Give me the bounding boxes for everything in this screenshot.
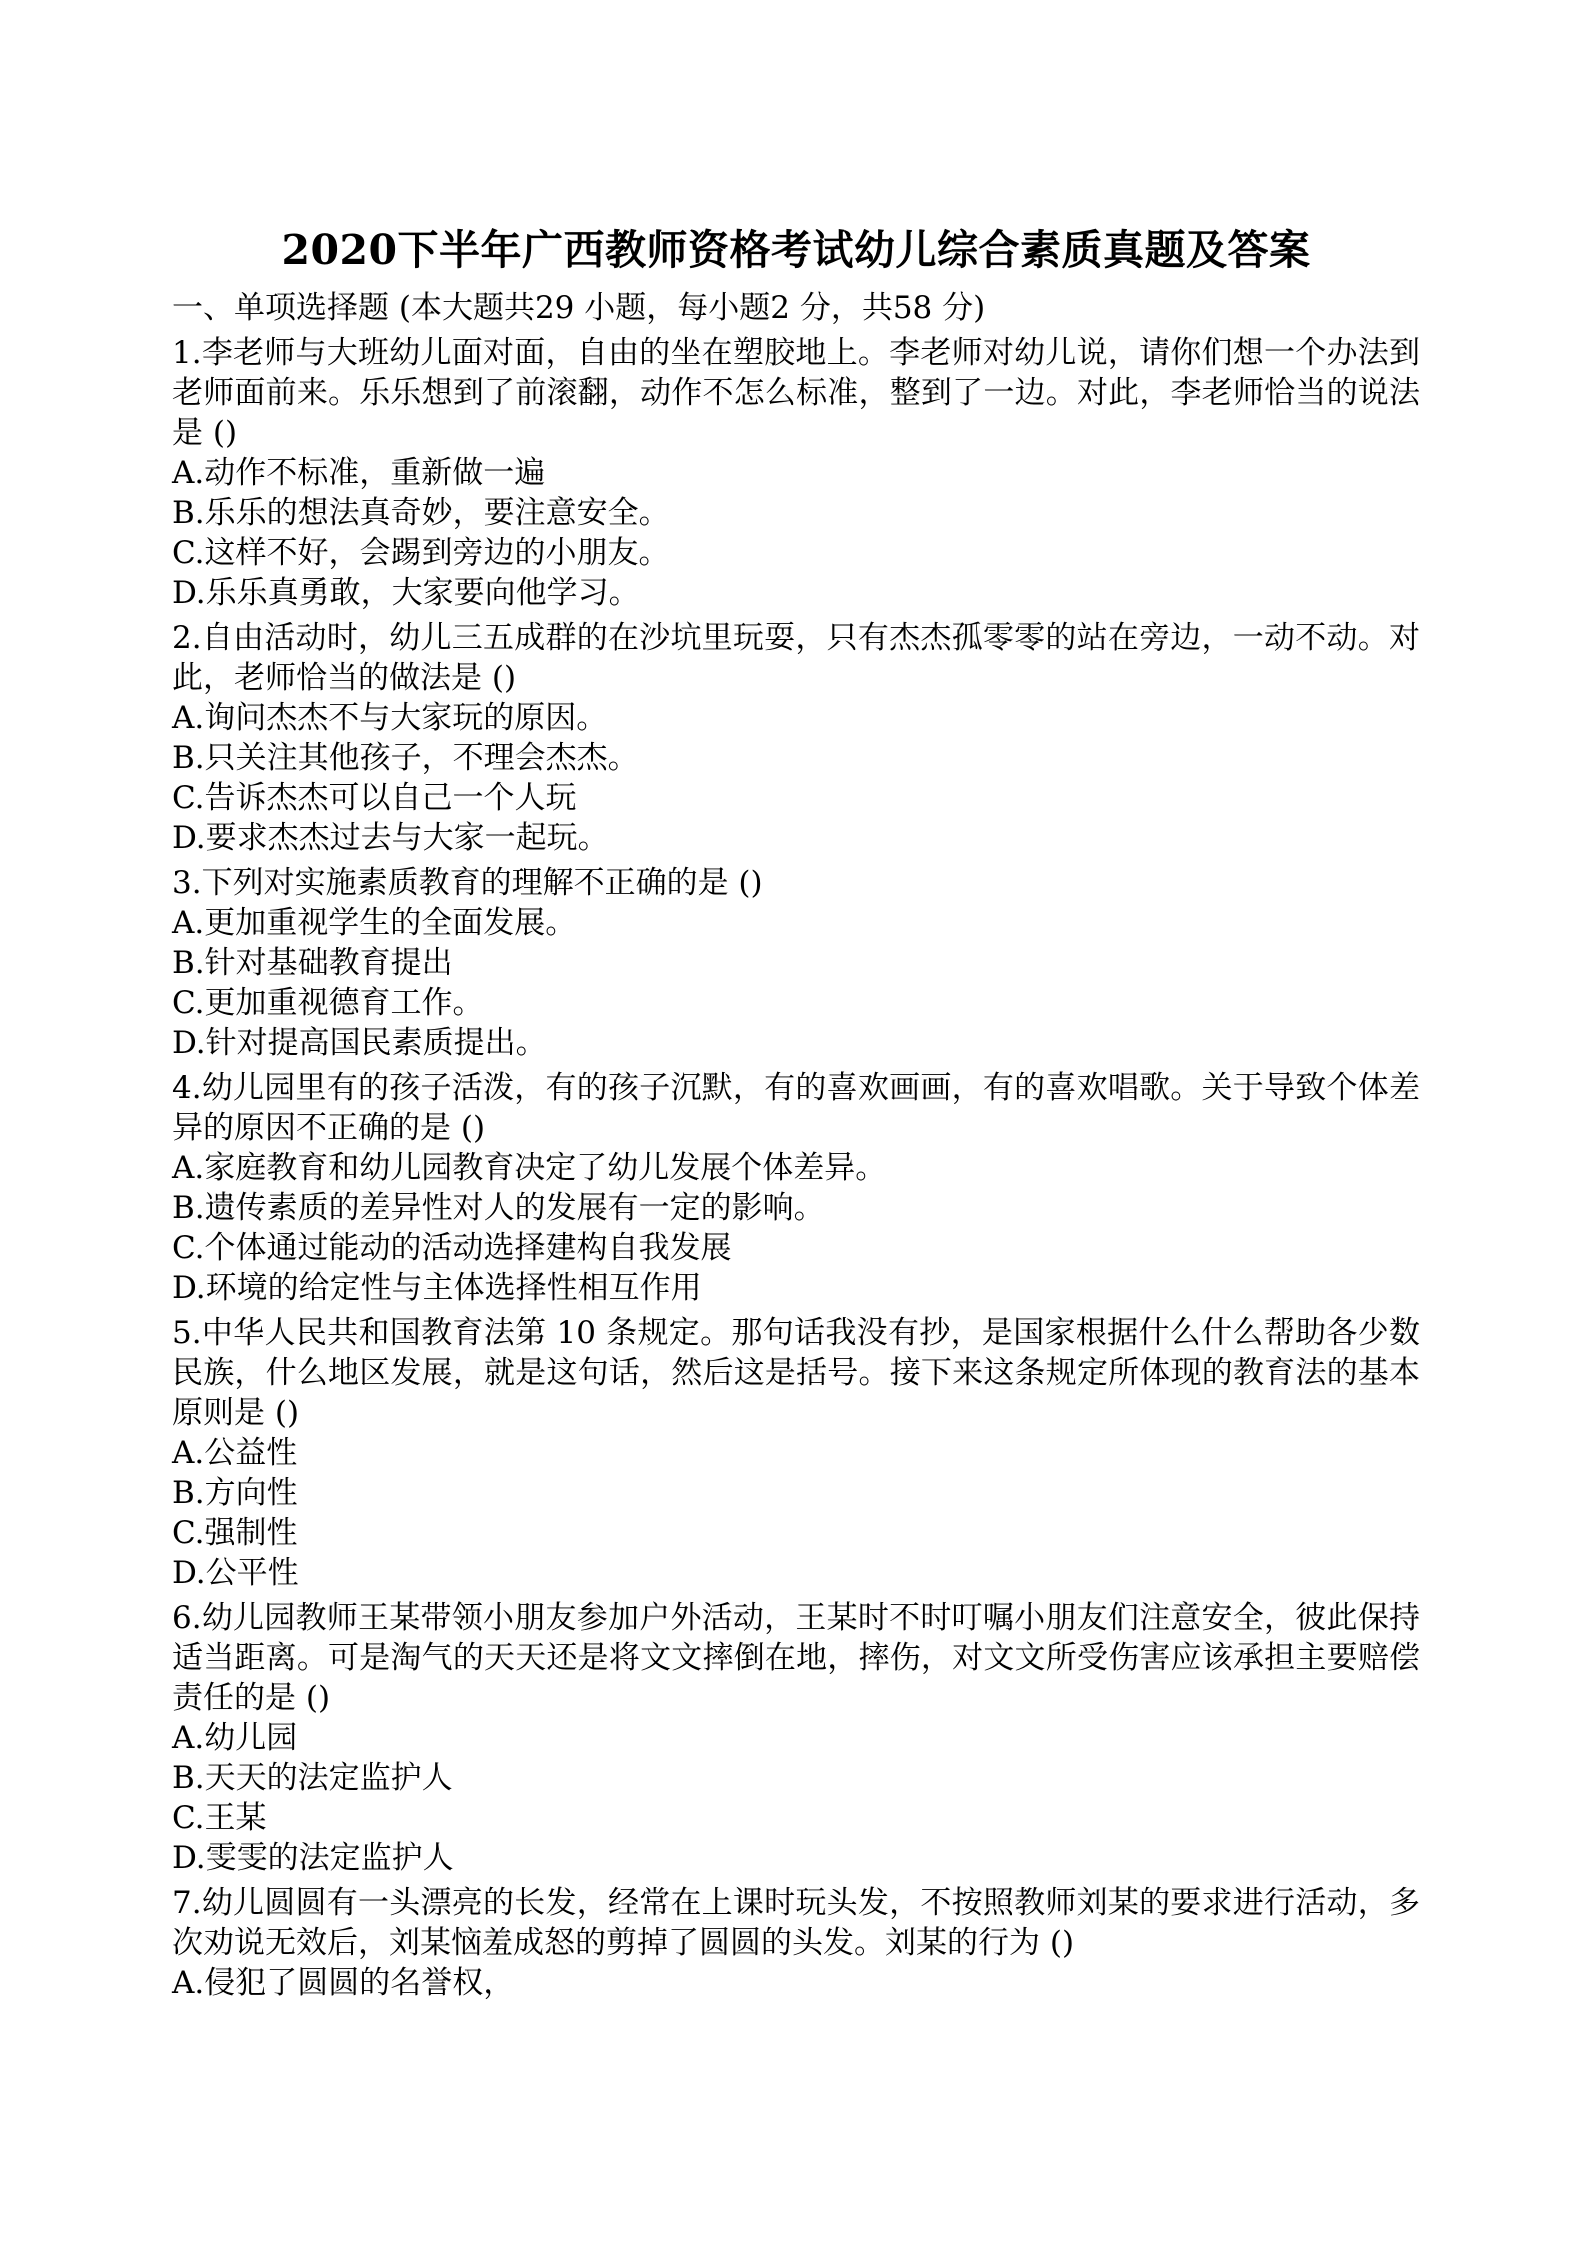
question-option-d: D.公平性 [172, 1555, 299, 1591]
question-option-b: B.方向性 [172, 1475, 298, 1511]
question-option-a: A.公益性 [172, 1435, 298, 1471]
question-option-a: A.动作不标准，重新做一遍 [172, 455, 546, 491]
question-option-d: D.环境的给定性与主体选择性相互作用 [172, 1270, 702, 1306]
question-option-b: B.只关注其他孩子，不理会杰杰。 [172, 740, 639, 776]
question-option-a: A.幼儿园 [172, 1720, 298, 1756]
question-option-a: A.询问杰杰不与大家玩的原因。 [172, 700, 608, 736]
question-stem: 6.幼儿园教师王某带领小朋友参加户外活动，王某时不时叮嘱小朋友们注意安全，彼此保持适当距离。可是淘气的天天还是将文文摔倒在地，摔伤，对文文所受伤害应该承担主要赔偿责任的是 () [172, 1600, 1420, 1716]
document-title: 2020下半年广西教师资格考试幼儿综合素质真题及答案 [281, 226, 1311, 274]
question-stem: 4.幼儿园里有的孩子活泼，有的孩子沉默，有的喜欢画画，有的喜欢唱歌。关于导致个体差异的原因不正确的是 () [172, 1070, 1420, 1146]
question-option-a: A.侵犯了圆圆的名誉权， [172, 1965, 515, 2001]
question-option-d: D.乐乐真勇敢，大家要向他学习。 [172, 575, 640, 611]
question-option-b: B.遗传素质的差异性对人的发展有一定的影响。 [172, 1190, 825, 1226]
question-stem: 5.中华人民共和国教育法第 10 条规定。那句话我没有抄，是国家根据什么什么帮助各少数民族，什么地区发展，就是这句话，然后这是括号。接下来这条规定所体现的教育法的基本原则是 () [172, 1315, 1420, 1431]
question-option-c: C.个体通过能动的活动选择建构自我发展 [172, 1230, 732, 1266]
question-option-c: C.更加重视德育工作。 [172, 985, 484, 1021]
question-7 [172, 1883, 1420, 2003]
question-option-b: B.乐乐的想法真奇妙，要注意安全。 [172, 495, 670, 531]
question-option-d: D.针对提高国民素质提出。 [172, 1025, 547, 1061]
question-option-c: C.强制性 [172, 1515, 298, 1551]
question-option-b: B.针对基础教育提出 [172, 945, 453, 981]
question-option-c: C.告诉杰杰可以自己一个人玩 [172, 780, 577, 816]
question-option-b: B.天天的法定监护人 [172, 1760, 453, 1796]
question-3 [172, 863, 1420, 1063]
question-option-a: A.更加重视学生的全面发展。 [172, 905, 577, 941]
question-5 [172, 1313, 1420, 1593]
question-option-d: D.雯雯的法定监护人 [172, 1840, 454, 1876]
question-option-d: D.要求杰杰过去与大家一起玩。 [172, 820, 609, 856]
question-option-c: C.这样不好，会踢到旁边的小朋友。 [172, 535, 670, 571]
question-stem: 1.李老师与大班幼儿面对面，自由的坐在塑胶地上。李老师对幼儿说，请你们想一个办法到老师面前来。乐乐想到了前滚翻，动作不怎么标准，整到了一边。对此，李老师恰当的说法是 () [172, 335, 1420, 451]
question-1 [172, 333, 1420, 613]
question-stem: 7.幼儿圆圆有一头漂亮的长发，经常在上课时玩头发，不按照教师刘某的要求进行活动，多次劝说无效后，刘某恼羞成怒的剪掉了圆圆的头发。刘某的行为 () [172, 1885, 1420, 1961]
question-option-a: A.家庭教育和幼儿园教育决定了幼儿发展个体差异。 [172, 1150, 887, 1186]
question-2 [172, 618, 1420, 858]
question-4 [172, 1068, 1420, 1308]
question-stem: 2.自由活动时，幼儿三五成群的在沙坑里玩耍，只有杰杰孤零零的站在旁边，一动不动。对此，老师恰当的做法是 () [172, 620, 1420, 696]
section-heading: 一、单项选择题 (本大题共29 小题，每小题2 分，共58 分) [172, 290, 986, 326]
question-stem: 3.下列对实施素质教育的理解不正确的是 () [172, 865, 763, 901]
question-option-c: C.王某 [172, 1800, 267, 1836]
question-6 [172, 1598, 1420, 1878]
